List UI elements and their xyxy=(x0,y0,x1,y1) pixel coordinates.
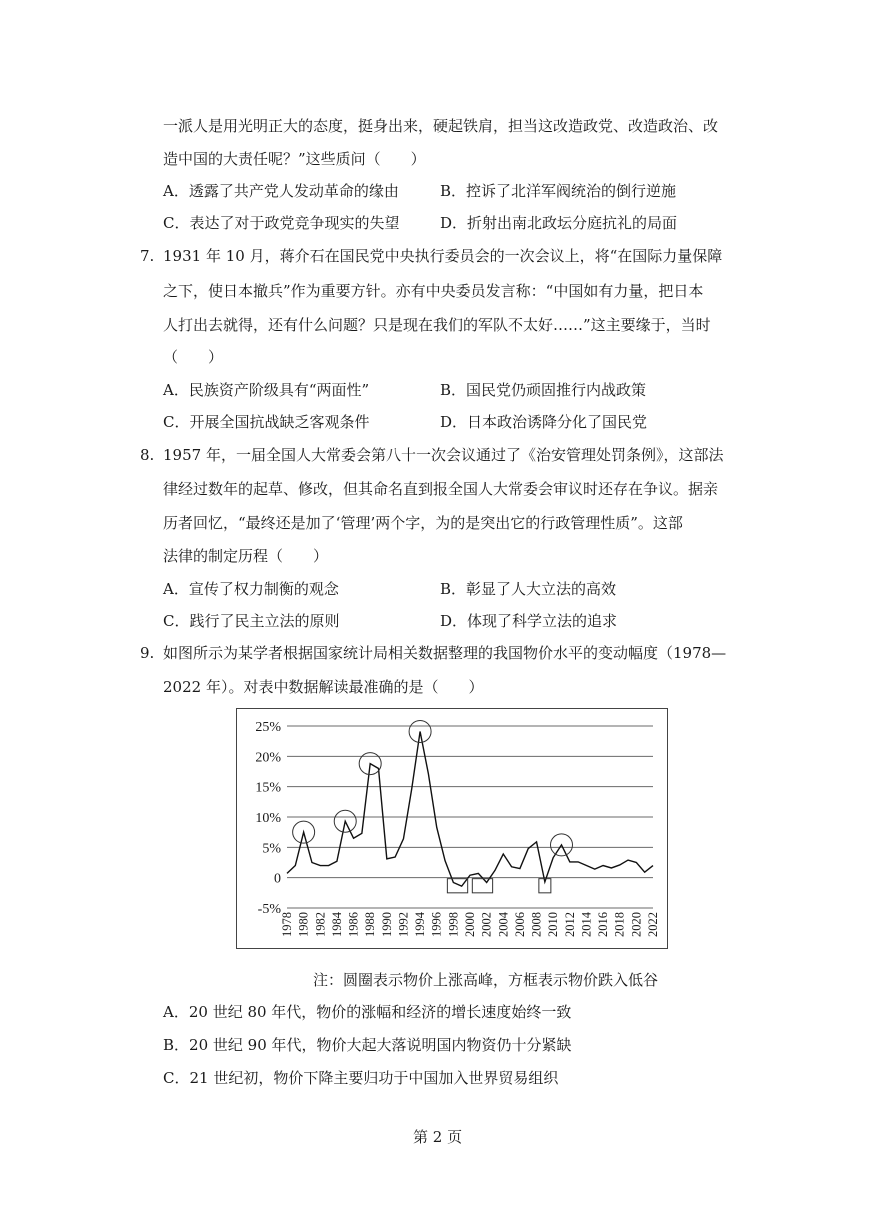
q6-option-c[interactable]: C．表达了对于政党竞争现实的失望 xyxy=(163,214,400,232)
q7-text-line3: 人打出去就得，还有什么问题？只是现在我们的军队不太好……”这主要缘于，当时 xyxy=(163,316,711,334)
q6-option-d[interactable]: D．折射出南北政坛分庭抗礼的局面 xyxy=(440,214,678,232)
page-number: 第 2 页 xyxy=(413,1128,463,1146)
price-change-line xyxy=(287,731,653,886)
q8-option-b[interactable]: B．彰显了人大立法的高效 xyxy=(440,580,617,598)
trough-box xyxy=(447,879,467,893)
q8-option-d[interactable]: D．体现了科学立法的追求 xyxy=(440,612,618,630)
q9-text-line2: 2022 年）。对表中数据解读最准确的是（ ） xyxy=(163,678,484,696)
x-tick-label: 1990 xyxy=(379,912,394,937)
chart-note: 注：圆圈表示物价上涨高峰，方框表示物价跌入低谷 xyxy=(313,971,659,989)
x-tick-label: 1978 xyxy=(280,912,294,937)
x-tick-label: 2020 xyxy=(629,912,644,937)
x-tick-label: 1996 xyxy=(429,912,444,937)
y-tick-label: 25% xyxy=(255,720,281,735)
q7-option-b[interactable]: B．国民党仍顽固推行内战政策 xyxy=(440,381,647,399)
price-change-chart xyxy=(236,708,668,949)
q9-number: 9. xyxy=(140,644,155,662)
q9-option-b[interactable]: B．20 世纪 90 年代，物价大起大落说明国内物资仍十分紧缺 xyxy=(163,1036,572,1054)
q7-text-line2: 之下，使日本撤兵”作为重要方针。亦有中央委员发言称：“中国如有力量，把日本 xyxy=(163,282,704,300)
x-tick-label: 2014 xyxy=(579,912,594,937)
trough-box xyxy=(472,879,492,893)
q6-text-line2: 造中国的大责任呢？”这些质问（ ） xyxy=(163,150,426,168)
x-tick-label: 2018 xyxy=(612,912,627,937)
y-tick-label: 15% xyxy=(255,780,281,796)
x-tick-label: 2000 xyxy=(463,912,477,937)
q6-option-a[interactable]: A．透露了共产党人发动革命的缘由 xyxy=(163,182,399,200)
q7-text-line4: （ ） xyxy=(163,348,224,366)
x-tick-label: 2004 xyxy=(496,912,511,937)
q8-text-line2: 律经过数年的起草、修改，但其命名直到报全国人大常委会审议时还存在争议。据亲 xyxy=(163,480,719,498)
q7-option-a[interactable]: A．民族资产阶级具有“两面性” xyxy=(163,381,370,399)
q6-text-line1: 一派人是用光明正大的态度，挺身出来，硬起铁肩，担当这改造政党、改造政治、改 xyxy=(163,117,719,135)
y-tick-label: -5% xyxy=(257,902,281,917)
x-tick-label: 1988 xyxy=(363,912,378,937)
q6-option-b[interactable]: B．控诉了北洋军阀统治的倒行逆施 xyxy=(440,182,677,200)
y-tick-label: 5% xyxy=(262,841,281,857)
q9-option-c[interactable]: C．21 世纪初，物价下降主要归功于中国加入世界贸易组织 xyxy=(163,1069,559,1087)
x-tick-label: 1984 xyxy=(329,912,344,937)
q8-text-line4: 法律的制定历程（ ） xyxy=(163,547,329,565)
x-tick-label: 1982 xyxy=(313,912,328,937)
x-tick-label: 2016 xyxy=(596,912,611,937)
q7-option-d[interactable]: D．日本政治诱降分化了国民党 xyxy=(440,413,648,431)
q8-text-line1: 1957 年，一届全国人大常委会第八十一次会议通过了《治安管理处罚条例》，这部法 xyxy=(163,446,724,464)
x-tick-label: 1980 xyxy=(296,912,311,937)
x-tick-label: 1998 xyxy=(446,912,461,937)
x-tick-label: 1994 xyxy=(413,912,428,937)
q9-option-a[interactable]: A．20 世纪 80 年代，物价的涨幅和经济的增长速度始终一致 xyxy=(163,1003,572,1021)
x-tick-label: 2002 xyxy=(479,912,494,937)
y-tick-label: 10% xyxy=(255,811,281,826)
q8-option-c[interactable]: C．践行了民主立法的原则 xyxy=(163,612,340,630)
x-tick-label: 2010 xyxy=(546,912,561,937)
y-tick-label: 20% xyxy=(255,750,281,766)
q7-number: 7. xyxy=(140,247,155,265)
price-change-chart-svg xyxy=(237,709,667,948)
q7-option-c[interactable]: C．开展全国抗战缺乏客观条件 xyxy=(163,413,370,431)
x-tick-label: 2012 xyxy=(562,912,577,937)
x-tick-label: 1986 xyxy=(346,912,361,937)
y-tick-label: 0 xyxy=(274,871,281,887)
x-tick-label: 2022 xyxy=(646,912,660,937)
q8-option-a[interactable]: A．宣传了权力制衡的观念 xyxy=(163,580,339,598)
q8-number: 8. xyxy=(140,446,155,464)
q9-text-line1: 如图所示为某学者根据国家统计局相关数据整理的我国物价水平的变动幅度（1978— xyxy=(163,644,727,662)
q8-text-line3: 历者回忆，“最终还是加了‘管理’两个字，为的是突出它的行政管理性质”。这部 xyxy=(163,514,683,532)
x-tick-label: 2006 xyxy=(512,912,527,937)
x-tick-label: 1992 xyxy=(396,912,411,937)
q7-text-line1: 1931 年 10 月，蒋介石在国民党中央执行委员会的一次会议上，将“在国际力量保障 xyxy=(163,247,723,265)
x-tick-label: 2008 xyxy=(529,912,544,937)
